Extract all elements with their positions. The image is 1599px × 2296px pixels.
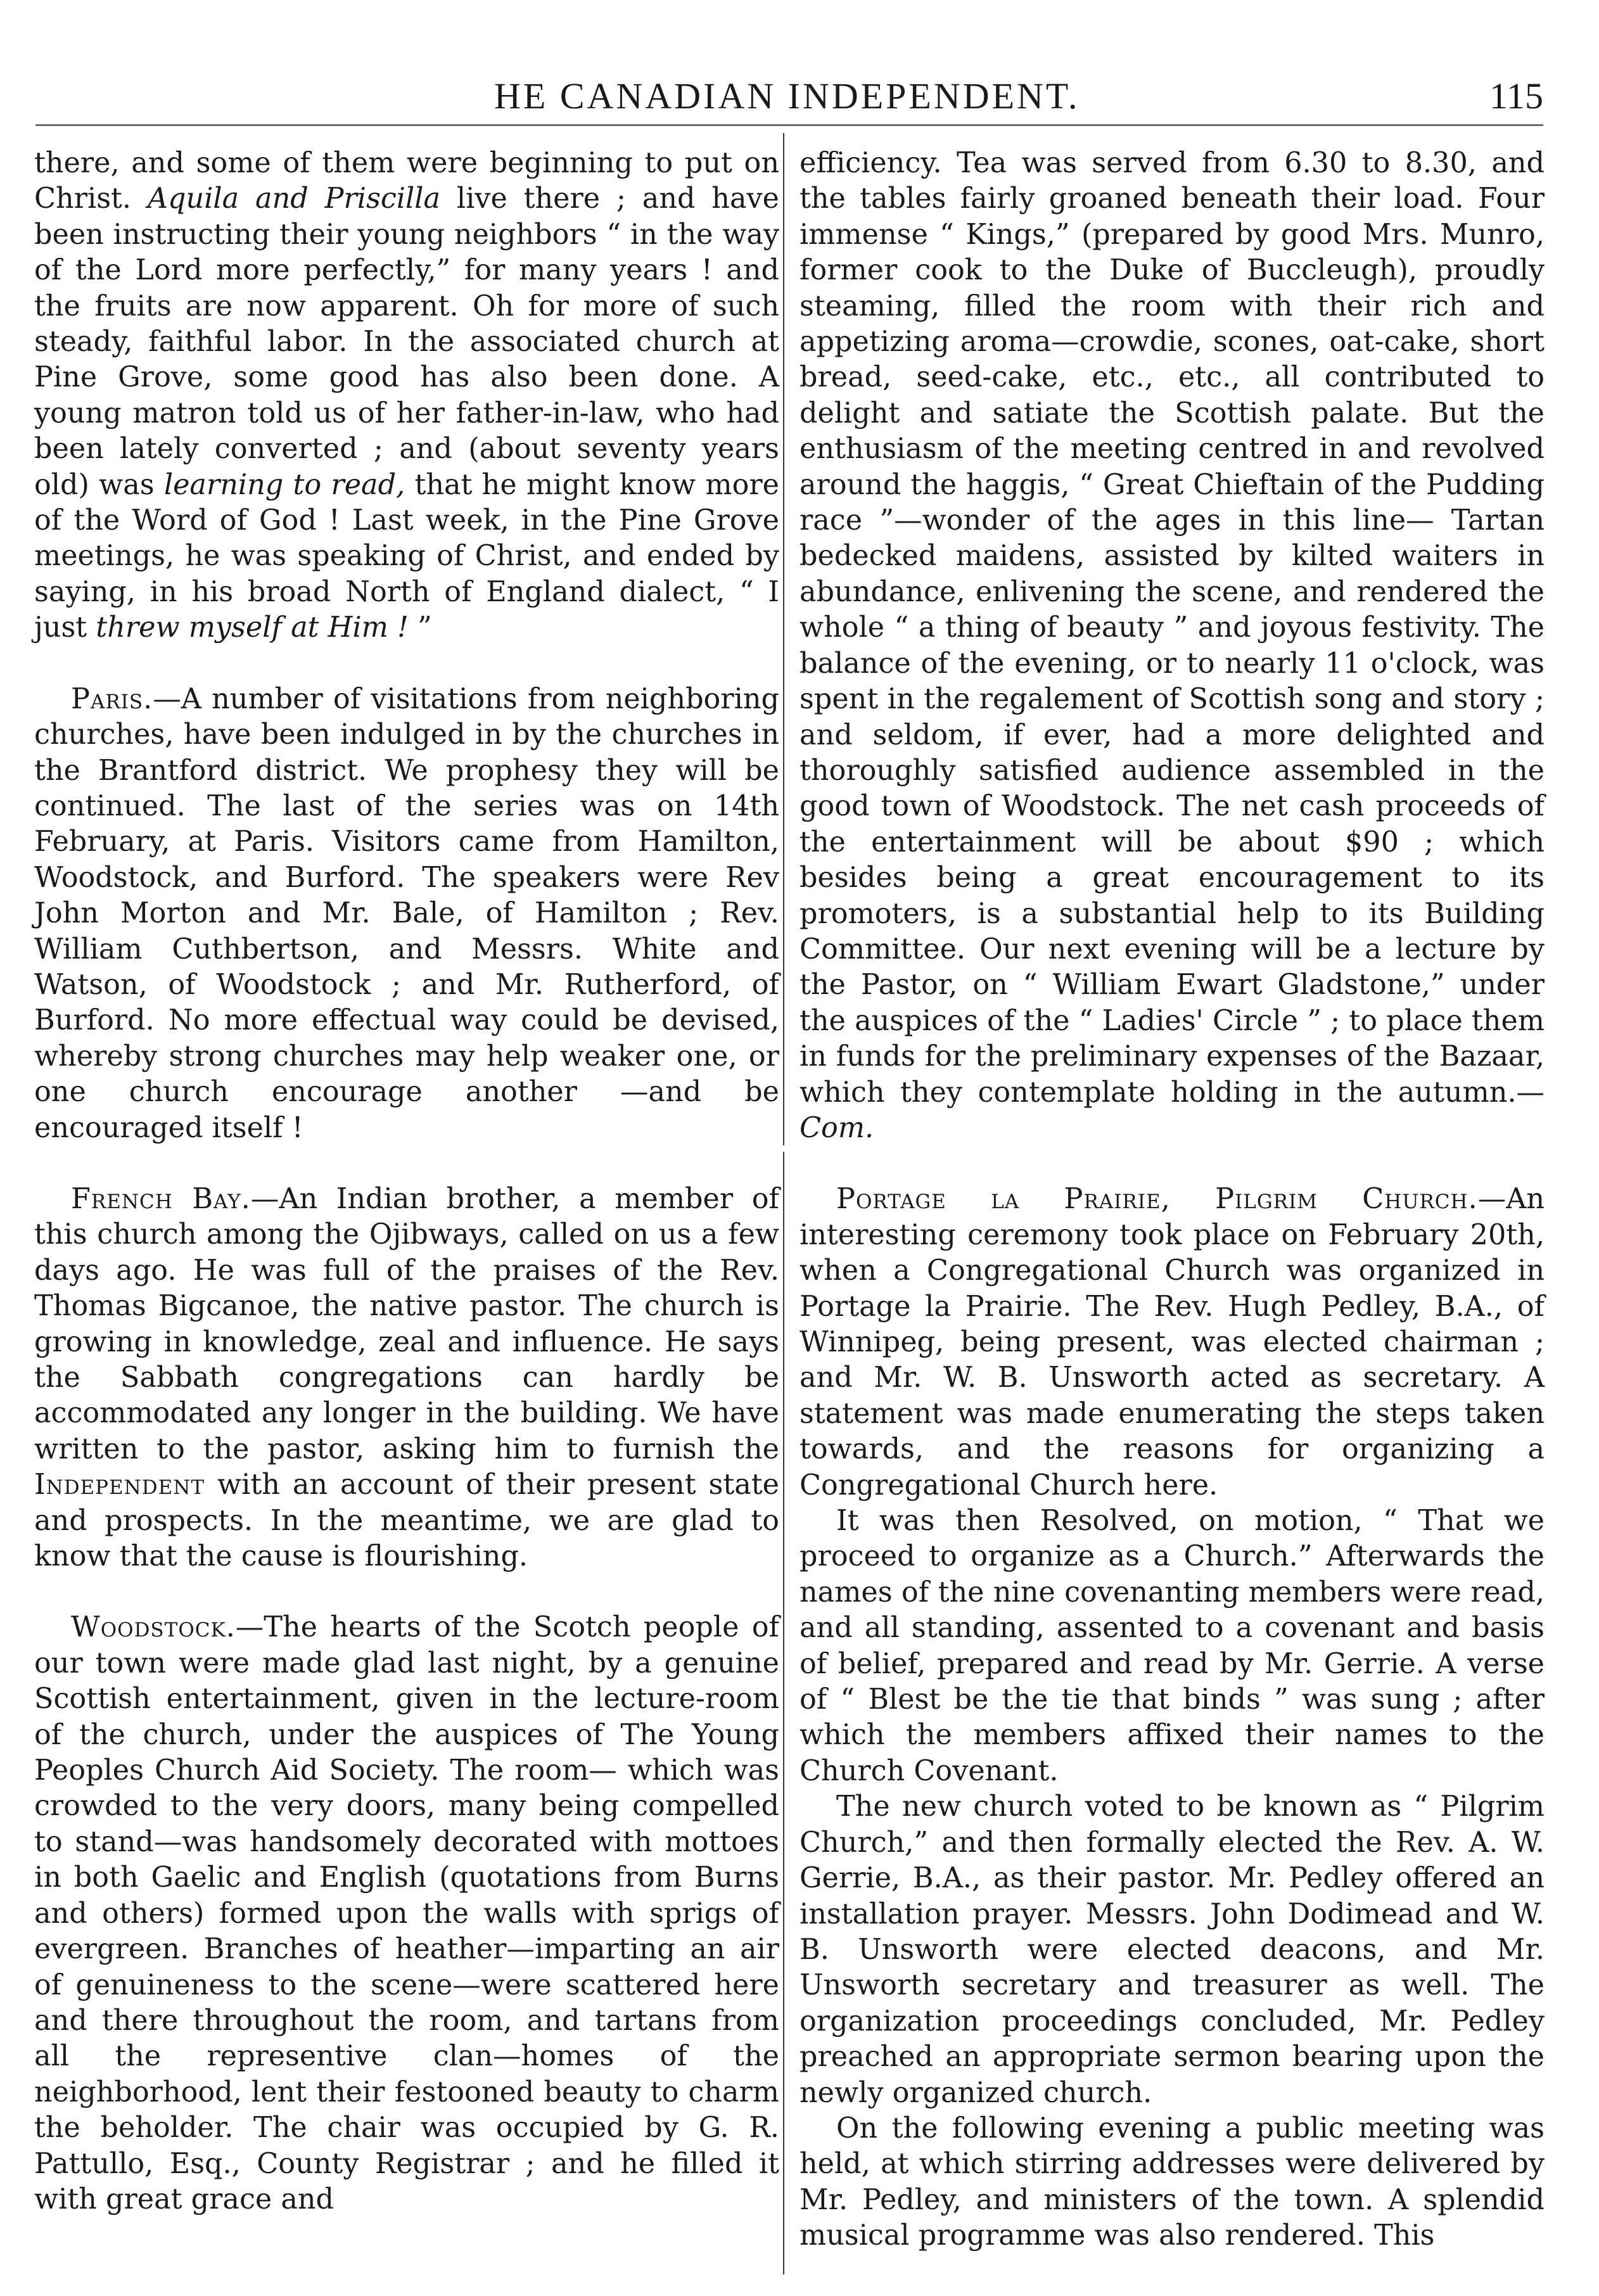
paragraph: It was then Resolved, on motion, “ That we proceed to organize as a Church.” Afterwards the names of the nine covenanting members were read, and all standing, assented to a covenant and basis of belief, prepared and read by Mr. Gerrie. A verse of “ Blest be the tie that binds ” was sung ; after which the members affixed their names to the Church Covenant. bbox=[800, 1505, 1545, 1787]
article-portage: Portage la Prairie, Pilgrim Church.—An interesting ceremony took place on February 20th, when a Congregational Church was organized in Portage la Prairie. The Rev. Hugh Pedley, B.A., of Winnipeg, being present, was elected chairman ; and Mr. W. B. Unsworth acted as secretary. A statement was made enumerating the steps taken towards, and the reasons for organizing a Congregational Church here. bbox=[800, 1183, 1545, 1502]
header-rule bbox=[35, 124, 1543, 126]
section-heading: Paris. bbox=[71, 682, 153, 715]
running-title: HE CANADIAN INDEPENDENT. bbox=[494, 75, 1080, 117]
section-heading: Woodstock. bbox=[71, 1611, 236, 1644]
article-continuation: there, and some of them were beginning to put on Christ. Aquila and Priscilla live there ; and have been instructing their young neighbors “ in the way of the Lord more perfectly,” for many years ! and the fruits are now apparent. Oh for more of such steady, faithful labor. In the associated church at Pine Grove, some good has also been done. A young matron told us of her father-in-law, who had been lately converted ; and (about seventy years old) was learning to read, that he might know more of the Word of God ! Last week, in the Pine Grove meetings, he was speaking of Christ, and ended by saying, in his broad North of England dialect, “ I just threw myself at Him ! ” bbox=[34, 147, 779, 644]
paragraph: The new church voted to be known as “ Pilgrim Church,” and then formally elected the Rev. A. W. Gerrie, B.A., as their pastor. Mr. Pedley offered an installation prayer. Messrs. John Dodimead and W. B. Unsworth were elected deacons, and Mr. Unsworth secretary and treasurer as well. The organization proceedings concluded, Mr. Pedley preached an appropriate sermon bearing upon the newly organized church. bbox=[800, 1790, 1545, 2109]
signature: Com. bbox=[800, 1111, 874, 1144]
right-column bbox=[800, 146, 1545, 2254]
left-column bbox=[34, 146, 779, 2217]
paragraph: On the following evening a public meeting was held, at which stirring addresses were delivered by Mr. Pedley, and ministers of the town. A splendid musical programme was also rendered. This bbox=[800, 2112, 1545, 2252]
section-heading: Portage la Prairie, Pilgrim Church. bbox=[836, 1183, 1478, 1216]
article-woodstock: Woodstock.—The hearts of the Scotch people of our town were made glad last night, by a genuine Scottish entertainment, given in the lecture-room of the church, under the auspices of The Young Peoples Church Aid Society. The room— which was crowded to the very doors, many being compelled to stand—was handsomely decorated with mottoes in both Gaelic and English (quotations from Burns and others) formed upon the walls with sprigs of evergreen. Branches of heather—imparting an air of genuineness to the scene—were scattered here and there throughout the room, and tartans from all the representive clan—homes of the neighborhood, lent their festooned beauty to charm the beholder. The chair was occupied by G. R. Pattullo, Esq., County Registrar ; and he filled it with great grace and bbox=[34, 1611, 779, 2216]
column-divider bbox=[783, 133, 784, 2274]
article-woodstock-continued: efficiency. Tea was served from 6.30 to 8.30, and the tables fairly groaned beneath their load. Four immense “ Kings,” (prepared by good Mrs. Munro, former cook to the Duke of Buccleugh), proudly steaming, filled the room with their rich and appetizing aroma—crowdie, scones, oat-cake, short bread, seed-cake, etc., etc., all contributed to delight and satiate the Scottish palate. But the enthusiasm of the meeting centred in and revolved around the haggis, “ Great Chieftain of the Pudding race ”—wonder of the ages in this line— Tartan bedecked maidens, assisted by kilted waiters in abundance, enlivening the scene, and rendered the whole “ a thing of beauty ” and joyous festivity. The balance of the evening, or to nearly 11 o'clock, was spent in the regalement of Scottish song and story ; and seldom, if ever, had a more delighted and thoroughly satisfied audience assembled in the good town of Woodstock. The net cash proceeds of the entertainment will be about $90 ; which besides being a great encouragement to its promoters, is a substantial help to its Building Committee. Our next evening will be a lecture by the Pastor, on “ William Ewart Gladstone,” under the auspices of the “ Ladies' Circle ” ; to place them in funds for the preliminary expenses of the Bazaar, which they contemplate holding in the autumn.—Com. bbox=[800, 147, 1545, 1144]
page-header bbox=[0, 0, 1599, 120]
article-french-bay: French Bay.—An Indian brother, a member of this church among the Ojibways, called on us a few days ago. He was full of the praises of the Rev. Thomas Bigcanoe, the native pastor. The church is growing in knowledge, zeal and influence. He says the Sabbath congregations can hardly be accommodated any longer in the building. We have written to the pastor, asking him to furnish the Independent with an account of their present state and prospects. In the meantime, we are glad to know that the cause is flourishing. bbox=[34, 1182, 779, 1573]
section-heading: French Bay. bbox=[71, 1182, 251, 1215]
article-paris: Paris.—A number of visitations from neighboring churches, have been indulged in by the churches in the Brantford district. We prophesy they will be continued. The last of the series was on 14th February, at Paris. Visitors came from Hamilton, Woodstock, and Burford. The speakers were Rev John Morton and Mr. Bale, of Hamilton ; Rev. William Cuthbertson, and Messrs. White and Watson, of Woodstock ; and Mr. Rutherford, of Burford. No more effectual way could be devised, whereby strong churches may help weaker one, or one church encourage another —and be encouraged itself ! bbox=[34, 682, 779, 1144]
page-number: 115 bbox=[1489, 75, 1543, 117]
